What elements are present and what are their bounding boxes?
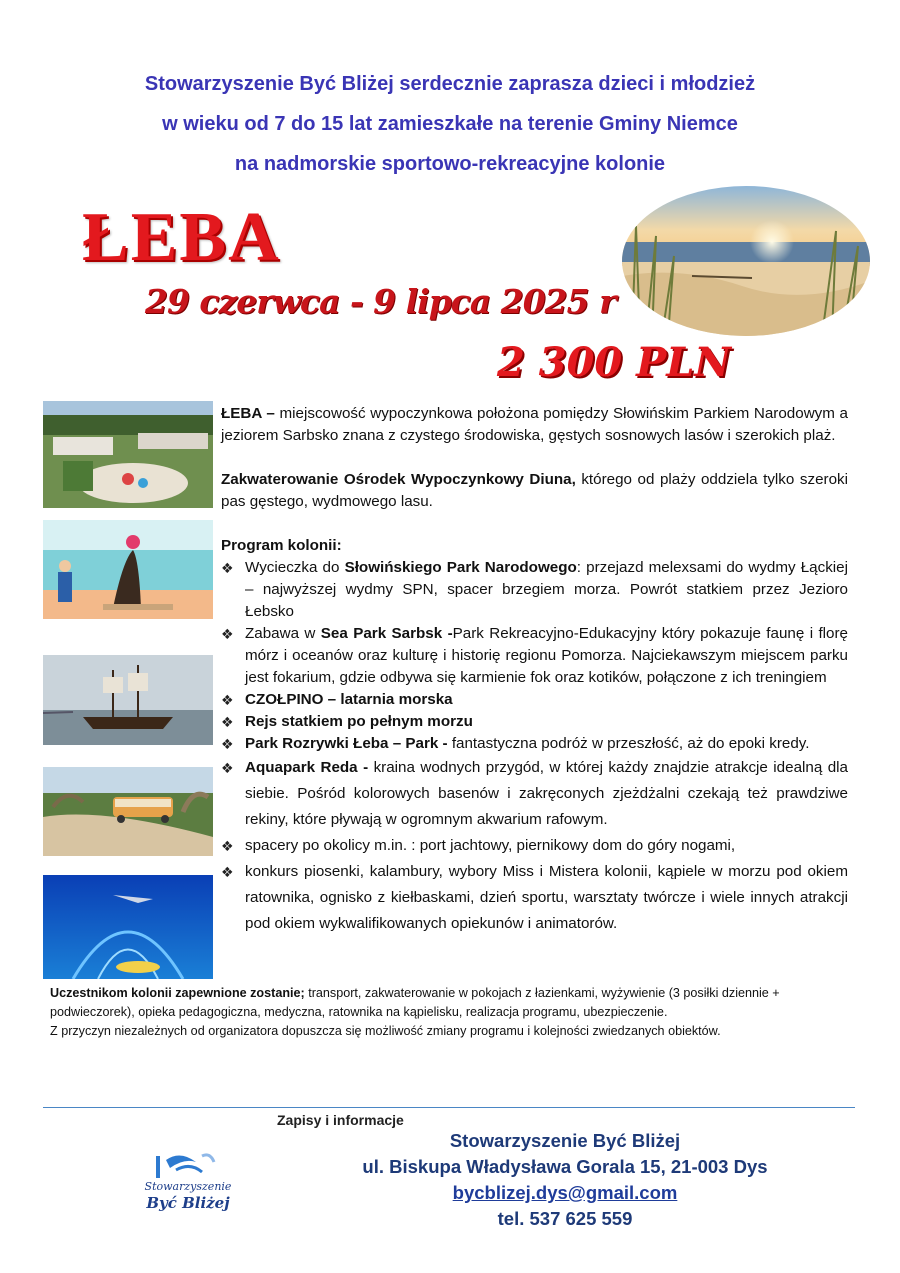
program-heading: Program kolonii: bbox=[221, 537, 342, 554]
notes-block bbox=[50, 984, 860, 1041]
program-item-highlight: CZOŁPINO – latarnia morska bbox=[245, 691, 453, 708]
program-item-highlight: Sea Park Sarbsk - bbox=[320, 625, 453, 642]
contact-email-link[interactable]: bycblizej.dys@gmail.com bbox=[452, 1182, 678, 1203]
program-item-text: konkurs piosenki, kalambury, wybory Miss i Mistera kolonii, kąpiele w morzu pod okiem ratownika, ognisko z kiełbaskami, dzień sportu, warsztaty twórcze i wiele innych atrakcji pod okiem wykwalifikowanych opiekunów i animatorów. bbox=[245, 863, 848, 932]
included-paragraph bbox=[50, 984, 860, 1022]
intro-line-2: w wieku od 7 do 15 lat zamieszkałe na terenie Gminy Niemce bbox=[162, 113, 738, 135]
diamond-bullet-icon: ❖ bbox=[221, 692, 234, 708]
aquarium-tunnel-photo bbox=[43, 875, 213, 979]
diamond-bullet-icon: ❖ bbox=[221, 864, 234, 880]
disclaimer: Z przyczyn niezależnych od organizatora dopuszcza się możliwość zmiany programu i kolejności zwiedzanych obiektów. bbox=[50, 1024, 721, 1038]
program-item bbox=[221, 859, 848, 937]
accommodation-text: którego od plaży oddziela tylko szeroki pas gęstego, wydmowego lasu. bbox=[221, 471, 848, 510]
program-item-text: kraina wodnych przygód, w której każdy znajdzie atrakcje idealną dla siebie. Pośród kolorowych basenów i zakręconych zjeżdżalni czekają też prawdziwe rekiny, które pływają w ogromnym akwarium rafowym. bbox=[245, 759, 848, 828]
diamond-bullet-icon: ❖ bbox=[221, 736, 234, 752]
program-item-highlight: Rejs statkiem po pełnym morzu bbox=[245, 713, 473, 730]
program-item bbox=[221, 711, 848, 733]
footer-divider bbox=[43, 1107, 855, 1108]
program-item-text: Park Rekreacyjno-Edukacyjny który pokazuje faunę i florę mórz i oceanów oraz kulturę i historię regionu Pomorza. Najciekawszym miejscem parku jest fokarium, gdzie odbywa się karmienie fok oraz kotików, połączone z ich treningiem bbox=[245, 625, 848, 686]
leba-text: miejscowość wypoczynkowa położona pomiędzy Słowińskim Parkiem Narodowym a jeziorem Sarbsko znana z czystego środowiska, gęstych sosnowych lasów i szerokich plaż. bbox=[221, 405, 848, 444]
place-title: ŁEBA bbox=[82, 199, 281, 276]
program-item bbox=[221, 689, 848, 711]
program-item bbox=[221, 557, 848, 623]
logo-text-bottom: Być Bliżej bbox=[146, 1194, 230, 1212]
beach-sunset-image bbox=[622, 186, 870, 336]
program-item-text: spacery po okolicy m.in. : port jachtowy, piernikowy dom do góry nogami, bbox=[245, 837, 736, 854]
logo-text-top: Stowarzyszenie bbox=[144, 1180, 232, 1193]
leba-paragraph bbox=[221, 403, 848, 447]
contact-block bbox=[330, 1128, 800, 1232]
program-item-text: Zabawa w bbox=[245, 625, 321, 642]
accommodation-lead: Zakwaterowanie Ośrodek Wypoczynkowy Diuna, bbox=[221, 471, 576, 488]
program-list bbox=[221, 557, 848, 937]
pirate-ship-photo bbox=[43, 655, 213, 745]
contact-phone: tel. 537 625 559 bbox=[497, 1208, 633, 1229]
diamond-bullet-icon: ❖ bbox=[221, 714, 234, 730]
program-item bbox=[221, 733, 848, 755]
included-text: transport, zakwaterowanie w pokojach z łazienkami, wyżywienie (3 posiłki dziennie + podwieczorek), opieka pedagogiczna, medyczna, ratownika na kąpielisku, realizacja programu, ubezpieczenie. bbox=[50, 986, 780, 1019]
program-item-highlight: Słowińskiego Park Narodowego bbox=[344, 559, 577, 576]
diamond-bullet-icon: ❖ bbox=[221, 838, 234, 854]
intro-text bbox=[0, 64, 900, 184]
program-item bbox=[221, 833, 848, 859]
program-item-text: Wycieczka do bbox=[245, 559, 345, 576]
diamond-bullet-icon: ❖ bbox=[221, 560, 234, 576]
program-item-highlight: Park Rozrywki Łeba – Park - bbox=[245, 735, 448, 752]
program-item bbox=[221, 755, 848, 833]
organization-address: ul. Biskupa Władysława Gorala 15, 21-003 Dys bbox=[362, 1156, 768, 1177]
leba-lead: ŁEBA – bbox=[221, 405, 275, 422]
diamond-bullet-icon: ❖ bbox=[221, 626, 234, 642]
program-item bbox=[221, 623, 848, 689]
trip-price: 2 300 PLN bbox=[497, 339, 731, 386]
sea-lion-show-photo bbox=[43, 520, 213, 619]
organization-logo bbox=[118, 1148, 258, 1218]
dino-park-photo bbox=[43, 767, 213, 856]
organization-name: Stowarzyszenie Być Bliżej bbox=[449, 1130, 681, 1151]
footer-label: Zapisy i informacje bbox=[277, 1112, 404, 1128]
program-item-text: : przejazd melexsami do wydmy Łąckiej – najwyższej wydmy SPN, spacer brzegiem morza. Powrót statkiem przez Jezioro Łebsko bbox=[245, 559, 848, 620]
trip-dates: 29 czerwca - 9 lipca 2025 r bbox=[145, 282, 616, 321]
intro-line-1: Stowarzyszenie Być Bliżej serdecznie zaprasza dzieci i młodzież bbox=[144, 73, 756, 95]
program-item-text: fantastyczna podróż w przeszłość, aż do epoki kredy. bbox=[447, 735, 810, 752]
accommodation-paragraph bbox=[221, 469, 848, 513]
description-block bbox=[221, 403, 848, 937]
diamond-bullet-icon: ❖ bbox=[221, 760, 234, 776]
program-item-highlight: Aquapark Reda - bbox=[245, 759, 369, 776]
resort-aerial-photo bbox=[43, 401, 213, 508]
intro-line-3: na nadmorskie sportowo-rekreacyjne kolonie bbox=[234, 153, 666, 175]
included-lead: Uczestnikom kolonii zapewnione zostanie; bbox=[50, 986, 305, 1000]
